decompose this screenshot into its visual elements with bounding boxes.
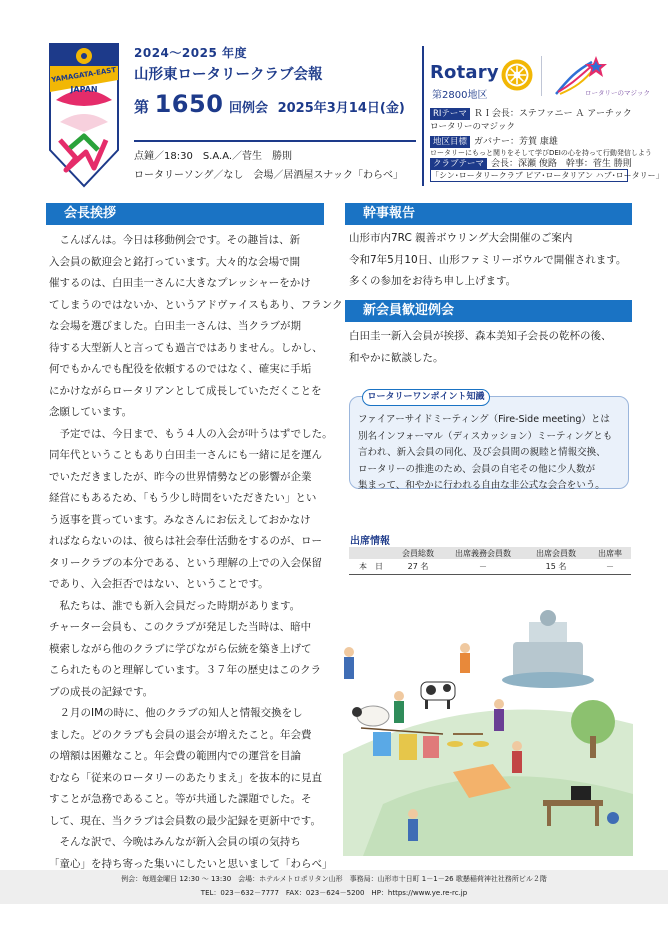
president-line: タリークラブの本分である、という理解の上での入会保留 bbox=[49, 556, 322, 569]
district-goal-text: ロータリーにもっと関りをそして学びDEIの心を持って行動発信しよう bbox=[430, 149, 652, 157]
attendance-header-cell: 出席義務会員数 bbox=[443, 547, 523, 559]
president-heading: 会長挨拶 bbox=[46, 203, 324, 225]
community-illustration bbox=[343, 604, 633, 856]
footer-line1: 例会：毎週金曜日 12:30 ～ 13:30 会場：ホテルメトロポリタン山形 事務局：山形市十日町 1－1－26 歌懸稲荷神社社務所ビル２階 bbox=[121, 875, 547, 883]
banner-text-bottom: JAPAN bbox=[70, 85, 98, 94]
president-line: う返事を貰っています。みなさんにお伝えしておかなけ bbox=[49, 513, 311, 526]
president-line: 経営にもあるため、「もう少し時間をいただきたい」とい bbox=[49, 492, 317, 504]
newsletter-title: 山形東ロータリークラブ会報 bbox=[134, 67, 323, 83]
knowledge-line: ファイアーサイドミーティング（Fire-Side meeting）とは bbox=[358, 414, 610, 425]
attendance-header-cell: 出席率 bbox=[589, 547, 631, 559]
meeting-info-line1: 点鐘／18:30 S.A.A.／菅生 勝則 bbox=[134, 151, 293, 162]
president-line: ブの成長の記録です。 bbox=[49, 685, 154, 698]
president-line: の増額は困難なこと。年会費の範囲内での運営を目論 bbox=[49, 750, 301, 762]
president-line: ２月のIMの時に、他のクラブの知人と情報交換をし bbox=[49, 707, 303, 719]
fiscal-year: 2024～2025 年度 bbox=[134, 46, 247, 60]
president-message bbox=[49, 230, 343, 897]
president-line: でいただきましたが、昨今の世界情勢などの影響が企業 bbox=[49, 470, 312, 483]
new-member-line: 和やかに歓談した。 bbox=[349, 351, 444, 364]
president-line: 「童心」を持ち寄った集いにしたいと思いまして「わらべ」 bbox=[49, 857, 333, 870]
president-line: すことが急務であること。等が共通した課題でした。そ bbox=[49, 793, 312, 805]
knowledge-line: 集まって、和やかに行われる自由な非公式な会合をいう。 bbox=[358, 480, 605, 491]
header-rule bbox=[134, 140, 416, 142]
rotary-wordmark: Rotary bbox=[430, 62, 499, 83]
president-line: であり、入会拒否ではない、ということです。 bbox=[49, 578, 269, 590]
theme-separator bbox=[541, 56, 542, 96]
attendance-cell: － bbox=[589, 559, 631, 574]
club-theme-row bbox=[430, 156, 632, 170]
president-line: 念願しています。 bbox=[49, 406, 133, 418]
knowledge-line: ロータリーの推進のため、会員の自宅その他に少人数が bbox=[358, 463, 596, 475]
knowledge-line: 別名インフォーマル（ディスカッション）ミーティングとも bbox=[358, 430, 613, 442]
attendance-table bbox=[349, 547, 631, 575]
header-divider bbox=[422, 46, 424, 186]
club-banner-logo bbox=[46, 40, 122, 188]
club-motto: 「シン･ロータリークラブ ピア･ロータリアン ハブ･ロータリー」 bbox=[431, 171, 664, 180]
theme-caption: ロータリーのマジック bbox=[585, 89, 650, 97]
president-line: 待する大型新人と言っても過言ではありません。しかし、 bbox=[49, 341, 323, 354]
president-line: して、現在、当クラブは会員数の最少記録を更新中です。 bbox=[49, 814, 321, 827]
president-line: ました。どのクラブも会員の退会が増えたこと。年会費 bbox=[49, 728, 312, 741]
attendance-cell: 本 日 bbox=[349, 559, 393, 574]
president-line: にかけながらロータリアンとして成長していただくことを bbox=[49, 384, 322, 397]
secretary-line: 多くの参加をお待ち申し上げます。 bbox=[349, 275, 517, 287]
meeting-prefix: 第 bbox=[134, 98, 150, 116]
meeting-line bbox=[134, 90, 416, 118]
secretary-line: 令和7年5月10日、山形ファミリーボウルで開催されます。 bbox=[349, 253, 627, 266]
ri-president: ＲＩ会長：ステファニー Ａ アーチック bbox=[473, 109, 632, 119]
president-line: むなら「従来のロータリーのあたりまえ」を抜本的に見直 bbox=[49, 771, 322, 784]
meeting-suffix: 回例会 bbox=[228, 101, 268, 116]
president-line: てしまうのではないか、というアドヴァイスもあり、フランク bbox=[49, 298, 343, 311]
district-governor: ガバナー：芳賀 康雄 bbox=[474, 137, 558, 147]
president-line: 同年代ということもあり白田圭一さんにも一緒に足を運ん bbox=[49, 449, 322, 461]
attendance-header-cell bbox=[349, 547, 393, 559]
meeting-info bbox=[134, 147, 424, 185]
ri-theme-row bbox=[430, 106, 632, 120]
president-line: 模索しながら他のクラブに学びながら伝統を築き上げて bbox=[49, 642, 312, 655]
club-officers: 会長：深瀬 俊路 幹事：菅生 勝則 bbox=[491, 159, 632, 169]
meeting-number: 1650 bbox=[154, 90, 224, 118]
president-line: こんばんは。今日は移動例会です。その趣旨は、新 bbox=[49, 234, 301, 246]
ri-theme-tag: RIテーマ bbox=[430, 108, 470, 120]
secretary-line: 山形市内7RC 親善ボウリング大会開催のご案内 bbox=[349, 232, 573, 244]
meeting-info-line2: ロータリーソング／なし 会場／居酒屋スナック「わらべ」 bbox=[134, 170, 403, 181]
president-line: 何でもかんでも配役を依頼するのではなく、確実に手垢 bbox=[49, 363, 312, 375]
attendance-header-cell: 会員総数 bbox=[393, 547, 443, 559]
president-line: こられたものと理解しています。３７年の歴史はこのクラ bbox=[49, 664, 322, 676]
president-line: 入会員の歓迎会と銘打っています。大々的な会場で開 bbox=[49, 255, 301, 268]
president-line: チャーター会員も、このクラブが発足した当時は、暗中 bbox=[49, 621, 312, 633]
attendance-cell: － bbox=[443, 559, 523, 574]
president-line: ればならないのは、彼らは社会奉仕活動をするのが、ロー bbox=[49, 535, 322, 547]
footer-line2: TEL：023－632－7777 FAX：023－624－5200 HP：https://www.ye.re-rc.jp bbox=[200, 889, 468, 897]
president-line: 予定では、今日まで、もう４人の入会が叶うはずでした。 bbox=[49, 427, 333, 440]
knowledge-text bbox=[358, 412, 612, 495]
president-line: 催するのは、白田圭一さんに大きなプレッシャーをかけ bbox=[49, 277, 311, 289]
rotary-district: 第2800地区 bbox=[432, 90, 488, 101]
knowledge-title: ロータリーワンポイント知識 bbox=[362, 389, 490, 406]
banner-text-top: YAMAGATA-EAST bbox=[50, 65, 117, 85]
rotary-wheel-icon bbox=[500, 58, 534, 92]
district-goal-row bbox=[430, 134, 558, 148]
ri-theme-text: ロータリーのマジック bbox=[430, 122, 516, 132]
meeting-date: 2025年3月14日(金) bbox=[277, 101, 405, 116]
club-theme-tag: クラブテーマ bbox=[430, 158, 487, 170]
attendance-title: 出席情報 bbox=[350, 536, 390, 547]
attendance-cell: 15 名 bbox=[523, 559, 589, 574]
president-line: 私たちは、誰でも新入会員だった時期があります。 bbox=[49, 599, 301, 612]
attendance-header-row bbox=[349, 547, 631, 559]
new-member-heading: 新会員歓迎例会 bbox=[345, 300, 632, 322]
new-member-line: 白田圭一新入会員が挨拶、森本美知子会長の乾杯の後、 bbox=[349, 330, 612, 342]
president-line: な会場を選びました。白田圭一さんは、当クラブが期 bbox=[49, 320, 301, 332]
attendance-cell: 27 名 bbox=[393, 559, 443, 574]
new-member-report bbox=[349, 326, 612, 369]
district-goal-tag: 地区目標 bbox=[430, 136, 470, 148]
secretary-heading: 幹事報告 bbox=[345, 203, 632, 225]
knowledge-line: 言われ、新入会員の同化、及び会員間の親睦と情報交換、 bbox=[358, 447, 606, 458]
president-line: そんな訳で、今晩はみんなが新入会員の頃の気持ち bbox=[49, 836, 301, 848]
newsletter-header bbox=[134, 44, 416, 118]
secretary-report bbox=[349, 228, 626, 293]
attendance-header-cell: 出席会員数 bbox=[523, 547, 589, 559]
attendance-row bbox=[349, 559, 631, 574]
